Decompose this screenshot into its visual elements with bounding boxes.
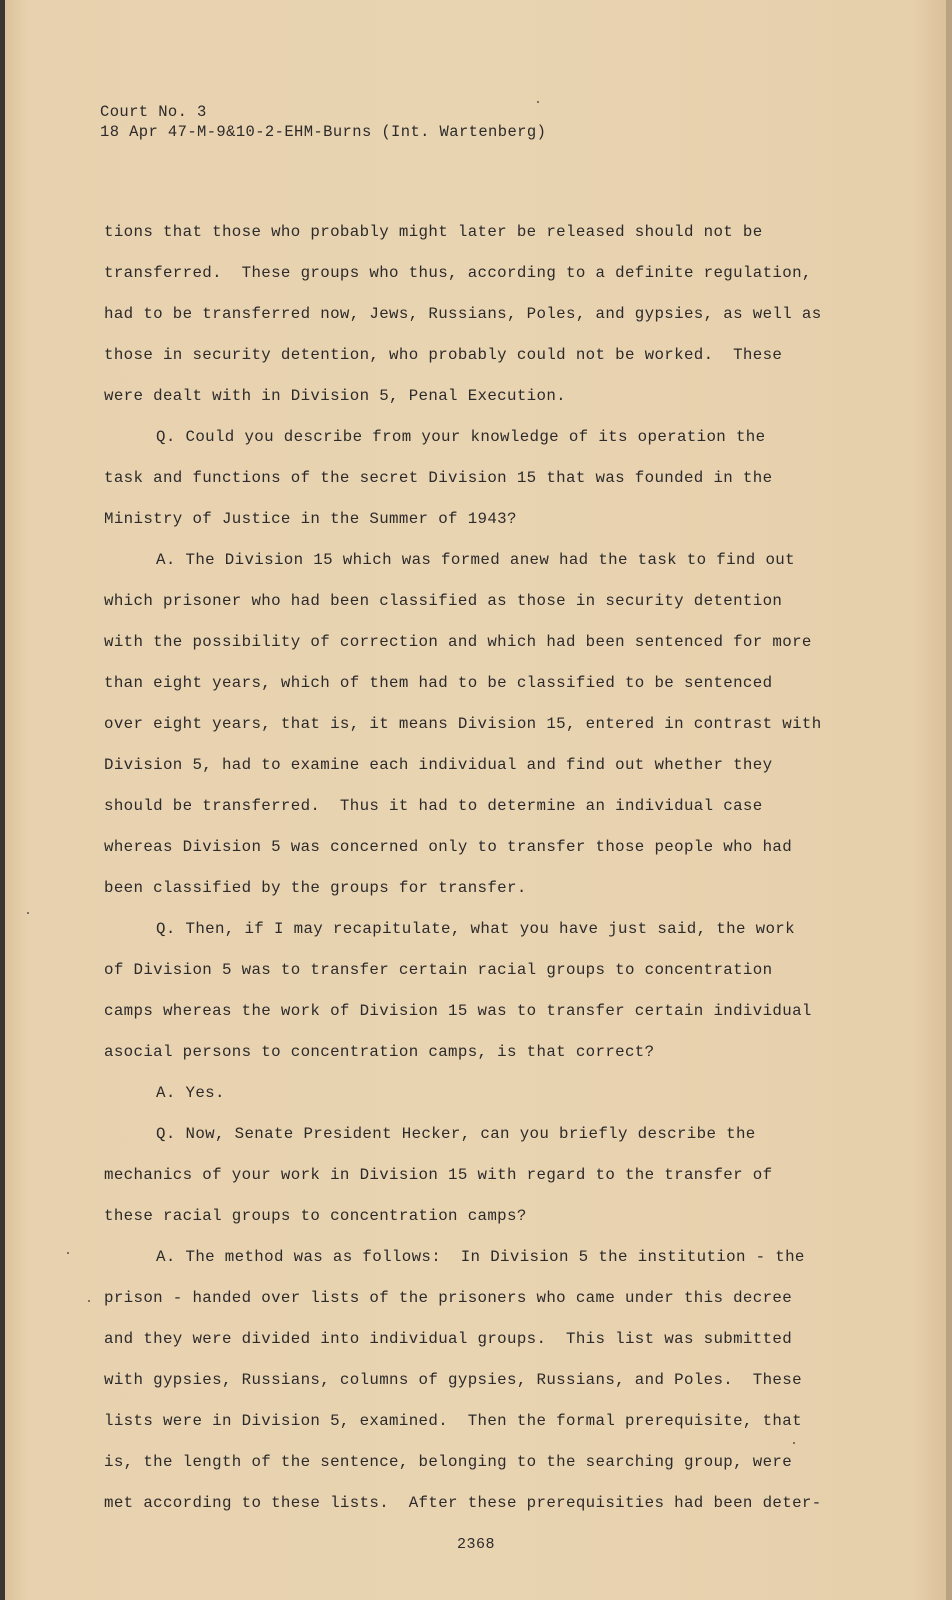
transcript-line: lists were in Division 5, examined. Then the formal prerequisite, that <box>104 1412 802 1430</box>
transcript-line: Q. Now, Senate President Hecker, can you briefly describe the <box>156 1125 756 1143</box>
transcript-line: which prisoner who had been classified as those in security detention <box>104 592 783 610</box>
transcript-body <box>104 222 864 1534</box>
page-number: 2368 <box>456 1536 495 1553</box>
transcript-line: than eight years, which of them had to be classified to be sentenced <box>104 674 773 692</box>
scan-speck <box>793 1442 795 1444</box>
scan-speck <box>67 1252 69 1254</box>
transcript-line: met according to these lists. After these prerequisities had been deter- <box>104 1494 822 1512</box>
transcript-line: whereas Division 5 was concerned only to transfer those people who had <box>104 838 793 856</box>
transcript-line: A. The Division 15 which was formed anew had the task to find out <box>156 551 795 569</box>
transcript-line: transferred. These groups who thus, according to a definite regulation, <box>104 264 812 282</box>
transcript-line: task and functions of the secret Division 15 that was founded in the <box>104 469 773 487</box>
transcript-line: of Division 5 was to transfer certain racial groups to concentration <box>104 961 773 979</box>
transcript-line: Q. Could you describe from your knowledge of its operation the <box>156 428 766 446</box>
transcript-line: were dealt with in Division 5, Penal Execution. <box>104 387 566 405</box>
right-scan-edge <box>946 0 952 1600</box>
scan-speck <box>537 101 539 103</box>
transcript-line: should be transferred. Thus it had to determine an individual case <box>104 797 763 815</box>
transcript-line: Ministry of Justice in the Summer of 1943? <box>104 510 517 528</box>
scan-speck <box>27 912 29 914</box>
document-header <box>100 102 546 142</box>
transcript-line: those in security detention, who probably could not be worked. These <box>104 346 783 364</box>
transcript-line: asocial persons to concentration camps, is that correct? <box>104 1043 655 1061</box>
transcript-line: A. Yes. <box>156 1084 225 1102</box>
transcript-line: Q. Then, if I may recapitulate, what you have just said, the work <box>156 920 795 938</box>
transcript-line: and they were divided into individual groups. This list was submitted <box>104 1330 793 1348</box>
transcript-line: tions that those who probably might later be released should not be <box>104 223 763 241</box>
transcript-line: camps whereas the work of Division 15 was to transfer certain individual <box>104 1002 812 1020</box>
transcript-line: been classified by the groups for transfer. <box>104 879 527 897</box>
transcript-reference: 18 Apr 47-M-9&10-2-EHM-Burns (Int. Wartenberg) <box>100 123 547 141</box>
transcript-line: these racial groups to concentration camps? <box>104 1207 527 1225</box>
transcript-line: Division 5, had to examine each individual and find out whether they <box>104 756 773 774</box>
transcript-line: with the possibility of correction and which had been sentenced for more <box>104 633 812 651</box>
transcript-line: is, the length of the sentence, belonging to the searching group, were <box>104 1453 793 1471</box>
transcript-line: had to be transferred now, Jews, Russians, Poles, and gypsies, as well as <box>104 305 822 323</box>
court-number: Court No. 3 <box>100 103 207 121</box>
transcript-line: mechanics of your work in Division 15 with regard to the transfer of <box>104 1166 773 1184</box>
transcript-line: prison - handed over lists of the prisoners who came under this decree <box>104 1289 793 1307</box>
scan-speck <box>88 1300 90 1302</box>
transcript-line: with gypsies, Russians, columns of gypsies, Russians, and Poles. These <box>104 1371 802 1389</box>
transcript-line: over eight years, that is, it means Division 15, entered in contrast with <box>104 715 822 733</box>
left-scan-edge <box>0 0 5 1600</box>
transcript-line: A. The method was as follows: In Division 5 the institution - the <box>156 1248 805 1266</box>
